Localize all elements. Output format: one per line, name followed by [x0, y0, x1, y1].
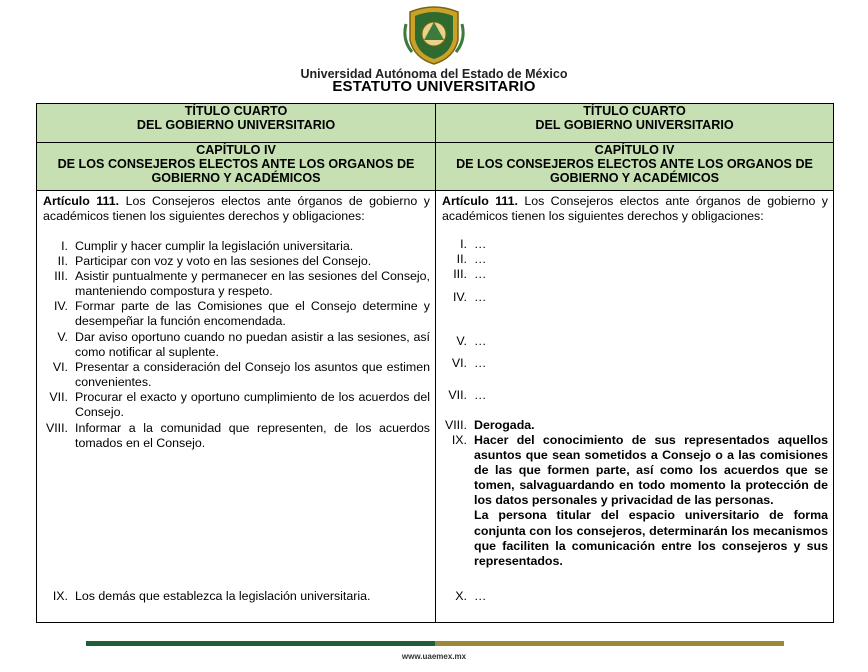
- article-text: Los Consejeros electos ante órganos de gobierno y académicos tienen los siguientes derechos y obligaciones:: [43, 194, 431, 224]
- article-text: Los Consejeros electos ante órganos de gobierno y académicos tienen los siguientes derechos y obligaciones:: [442, 194, 828, 224]
- item-number: X.: [455, 589, 467, 603]
- item-paragraph: Hacer del conocimiento de sus representados aquellos asuntos que sean sometidos a Consejo o a las comisiones de las que formen parte, así como los acuerdos que se tomen, salvaguardando en todo momento la protección de los datos personales y privacidad de las personas.: [474, 433, 828, 508]
- item-text: …: [474, 267, 487, 281]
- item-text: Los demás que establezca la legislación universitaria.: [75, 589, 371, 603]
- footer-bar-green: [86, 641, 435, 646]
- item-number: I.: [61, 239, 68, 253]
- item-number: IX.: [451, 433, 467, 447]
- item-text: Asistir puntualmente y permanecer en las sesiones del Consejo, manteniendo compostura y respeto.: [75, 269, 430, 299]
- chapter-title: DE LOS CONSEJEROS ELECTOS ANTE LOS ORGANOS DE GOBIERNO Y ACADÉMICOS: [57, 157, 415, 185]
- item-text: …: [474, 290, 487, 304]
- item-text: Formar parte de las Comisiones que el Consejo determine y desempeñar la función encomendada.: [75, 299, 430, 329]
- university-seal-icon: [402, 4, 466, 66]
- item-number: I.: [460, 237, 467, 251]
- right-chapter-cell: [436, 143, 834, 191]
- footer-website: www.uaemex.mx: [401, 652, 467, 661]
- item-number: IV.: [452, 290, 467, 304]
- university-name: Universidad Autónoma del Estado de México: [300, 67, 568, 81]
- chapter-heading: CAPÍTULO IV: [196, 143, 276, 157]
- left-title-cell: [37, 104, 436, 143]
- item-text: …: [474, 388, 487, 402]
- item-text: Cumplir y hacer cumplir la legislación universitaria.: [75, 239, 354, 253]
- item-text: …: [474, 589, 487, 603]
- article-intro: [37, 191, 435, 224]
- item-text: …: [474, 334, 487, 348]
- item-text: Presentar a consideración del Consejo los asuntos que estimen convenientes.: [75, 360, 430, 390]
- item-number: VII.: [49, 390, 68, 404]
- item-number: III.: [453, 267, 467, 281]
- article-label: Artículo 111.: [43, 194, 120, 208]
- right-body-cell: [436, 191, 834, 623]
- document-title: ESTATUTO UNIVERSITARIO: [332, 78, 536, 95]
- item-text: …: [474, 252, 487, 266]
- item-text: Derogada.: [474, 418, 535, 432]
- item-number: IV.: [53, 299, 68, 313]
- chapter-heading: CAPÍTULO IV: [594, 143, 675, 157]
- article-label: Artículo 111.: [442, 194, 518, 208]
- item-number: VI.: [451, 356, 467, 370]
- item-number: VII.: [448, 388, 467, 402]
- item-number: VI.: [52, 360, 68, 374]
- title-heading: TÍTULO CUARTO: [583, 104, 686, 118]
- item-number: V.: [456, 334, 467, 348]
- item-number: III.: [54, 269, 68, 283]
- right-title-cell: [436, 104, 834, 143]
- article-intro: [436, 191, 833, 224]
- left-chapter-cell: [37, 143, 436, 191]
- title-subheading: DEL GOBIERNO UNIVERSITARIO: [535, 118, 734, 132]
- item-paragraph: La persona titular del espacio universitario de forma conjunta con los consejeros, determinarán los mecanismos que faciliten la comunicación entre los consejeros y sus representados.: [474, 508, 828, 568]
- item-number: VIII.: [444, 418, 467, 432]
- footer-bar-gold: [435, 641, 784, 646]
- item-text: [474, 433, 828, 569]
- item-text: …: [474, 237, 487, 251]
- item-number: VIII.: [45, 421, 68, 435]
- item-text: Procurar el exacto y oportuno cumplimiento de los acuerdos del Consejo.: [75, 390, 430, 420]
- item-number: IX.: [52, 589, 68, 603]
- chapter-title: DE LOS CONSEJEROS ELECTOS ANTE LOS ORGANOS DE GOBIERNO Y ACADÉMICOS: [456, 157, 813, 185]
- item-number: II.: [456, 252, 467, 266]
- item-text: …: [474, 356, 487, 370]
- left-body-cell: [37, 191, 436, 623]
- title-heading: TÍTULO CUARTO: [184, 104, 288, 118]
- item-number: V.: [57, 330, 68, 344]
- item-text: Informar a la comunidad que representen, de los acuerdos tomados en el Consejo.: [75, 421, 430, 451]
- title-subheading: DEL GOBIERNO UNIVERSITARIO: [136, 118, 336, 132]
- item-number: II.: [57, 254, 68, 268]
- item-text: Participar con voz y voto en las sesiones del Consejo.: [75, 254, 372, 268]
- comparison-table: [36, 103, 834, 623]
- item-text: Dar aviso oportuno cuando no puedan asistir a las sesiones, así como notificar al suplente.: [75, 330, 430, 360]
